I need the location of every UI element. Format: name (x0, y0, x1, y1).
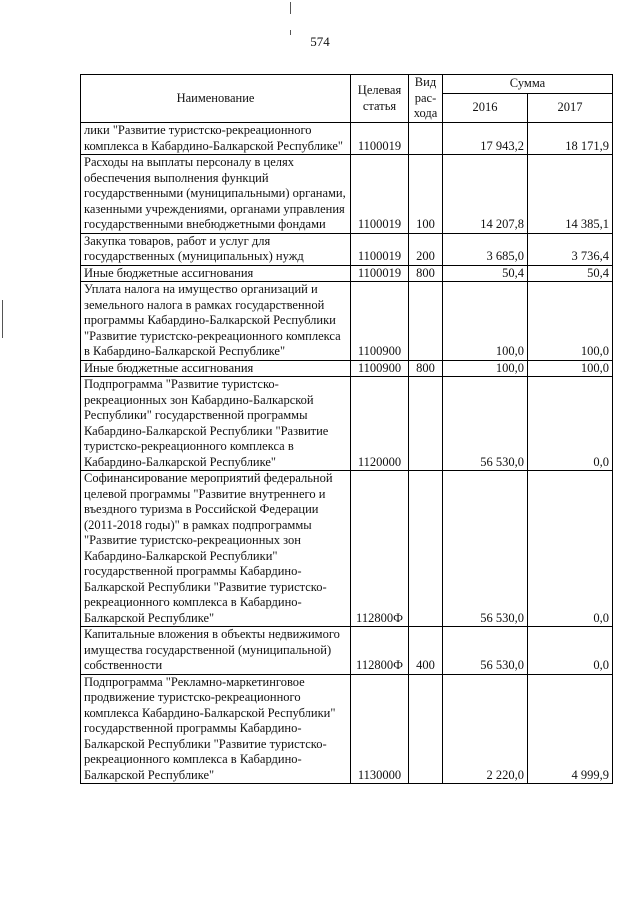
row-expense-type: 800 (409, 265, 443, 282)
row-expense-type (409, 674, 443, 784)
row-target-article: 1120000 (351, 377, 409, 471)
header-expense-type: Вид рас-хода (409, 75, 443, 123)
row-target-article: 1100900 (351, 282, 409, 361)
table-row (81, 471, 613, 627)
table-body (81, 123, 613, 784)
row-target-article: 1100019 (351, 265, 409, 282)
row-name: лики "Развитие туристско-рекреационного комплекса в Кабардино-Балкарской Республике" (81, 123, 351, 155)
row-sum-2017: 50,4 (528, 265, 613, 282)
row-sum-2016: 56 530,0 (443, 377, 528, 471)
row-name: Подпрограмма "Развитие туристско-рекреационных зон Кабардино-Балкарской Республики" государственной программы Кабардино-Балкарской Республики "Развитие туристско-рекреационного комплекса в Кабардино-Балкарской Республике" (81, 377, 351, 471)
row-sum-2017: 0,0 (528, 377, 613, 471)
scan-mark (2, 300, 3, 338)
row-sum-2016: 3 685,0 (443, 233, 528, 265)
row-name: Капитальные вложения в объекты недвижимого имущества государственной (муниципальной) собственности (81, 627, 351, 675)
row-sum-2016: 50,4 (443, 265, 528, 282)
row-expense-type: 400 (409, 627, 443, 675)
table-row (81, 282, 613, 361)
table-row (81, 360, 613, 377)
row-expense-type (409, 282, 443, 361)
row-expense-type: 100 (409, 155, 443, 234)
row-name: Иные бюджетные ассигнования (81, 360, 351, 377)
row-expense-type (409, 471, 443, 627)
table-row (81, 627, 613, 675)
row-sum-2016: 56 530,0 (443, 471, 528, 627)
row-name: Софинансирование мероприятий федеральной целевой программы "Развитие внутреннего и въездного туризма в Российской Федерации (2011-2018 годы)" в рамках подпрограммы "Развитие туристско-рекреационных зон Кабардино-Балкарской Республики" государственной программы Кабардино-Балкарской Республики "Развитие туристско-рекреационного комплекса в Кабардино-Балкарской Республике" (81, 471, 351, 627)
row-sum-2016: 100,0 (443, 282, 528, 361)
table-row (81, 674, 613, 784)
row-name: Закупка товаров, работ и услуг для государственных (муниципальных) нужд (81, 233, 351, 265)
row-target-article: 1100019 (351, 123, 409, 155)
header-sum: Сумма (443, 75, 613, 94)
table-row (81, 123, 613, 155)
row-target-article: 112800Ф (351, 627, 409, 675)
row-sum-2017: 4 999,9 (528, 674, 613, 784)
table-row (81, 265, 613, 282)
row-sum-2017: 14 385,1 (528, 155, 613, 234)
row-sum-2017: 100,0 (528, 282, 613, 361)
row-name: Подпрограмма "Рекламно-маркетинговое продвижение туристско-рекреационного комплекса Кабардино-Балкарской Республики" государственной программы Кабардино-Балкарской Республики "Развитие туристско-рекреационного комплекса в Кабардино-Балкарской Республике" (81, 674, 351, 784)
row-sum-2017: 0,0 (528, 471, 613, 627)
row-target-article: 112800Ф (351, 471, 409, 627)
header-year-2017: 2017 (528, 94, 613, 123)
row-sum-2016: 2 220,0 (443, 674, 528, 784)
row-name: Уплата налога на имущество организаций и земельного налога в рамках государственной программы Кабардино-Балкарской Республики "Развитие туристско-рекреационного комплекса в Кабардино-Балкарской Республике" (81, 282, 351, 361)
row-expense-type (409, 377, 443, 471)
scan-mark (290, 2, 291, 14)
table-row (81, 377, 613, 471)
row-target-article: 1100900 (351, 360, 409, 377)
row-target-article: 1130000 (351, 674, 409, 784)
row-sum-2017: 100,0 (528, 360, 613, 377)
row-sum-2016: 100,0 (443, 360, 528, 377)
row-sum-2017: 18 171,9 (528, 123, 613, 155)
budget-table (80, 74, 613, 784)
page-number: 574 (310, 34, 330, 49)
row-sum-2016: 14 207,8 (443, 155, 528, 234)
row-name: Расходы на выплаты персоналу в целях обеспечения выполнения функций государственными (муниципальными) органами, казенными учреждениями, органами управления государственными внебюджетными фондами (81, 155, 351, 234)
row-expense-type (409, 123, 443, 155)
row-target-article: 1100019 (351, 155, 409, 234)
header-year-2016: 2016 (443, 94, 528, 123)
row-sum-2016: 17 943,2 (443, 123, 528, 155)
header-name: Наименование (81, 75, 351, 123)
row-sum-2017: 3 736,4 (528, 233, 613, 265)
header-target-article: Целевая статья (351, 75, 409, 123)
row-sum-2017: 0,0 (528, 627, 613, 675)
table-row (81, 155, 613, 234)
table-row (81, 233, 613, 265)
row-expense-type: 200 (409, 233, 443, 265)
row-name: Иные бюджетные ассигнования (81, 265, 351, 282)
row-target-article: 1100019 (351, 233, 409, 265)
row-expense-type: 800 (409, 360, 443, 377)
row-sum-2016: 56 530,0 (443, 627, 528, 675)
